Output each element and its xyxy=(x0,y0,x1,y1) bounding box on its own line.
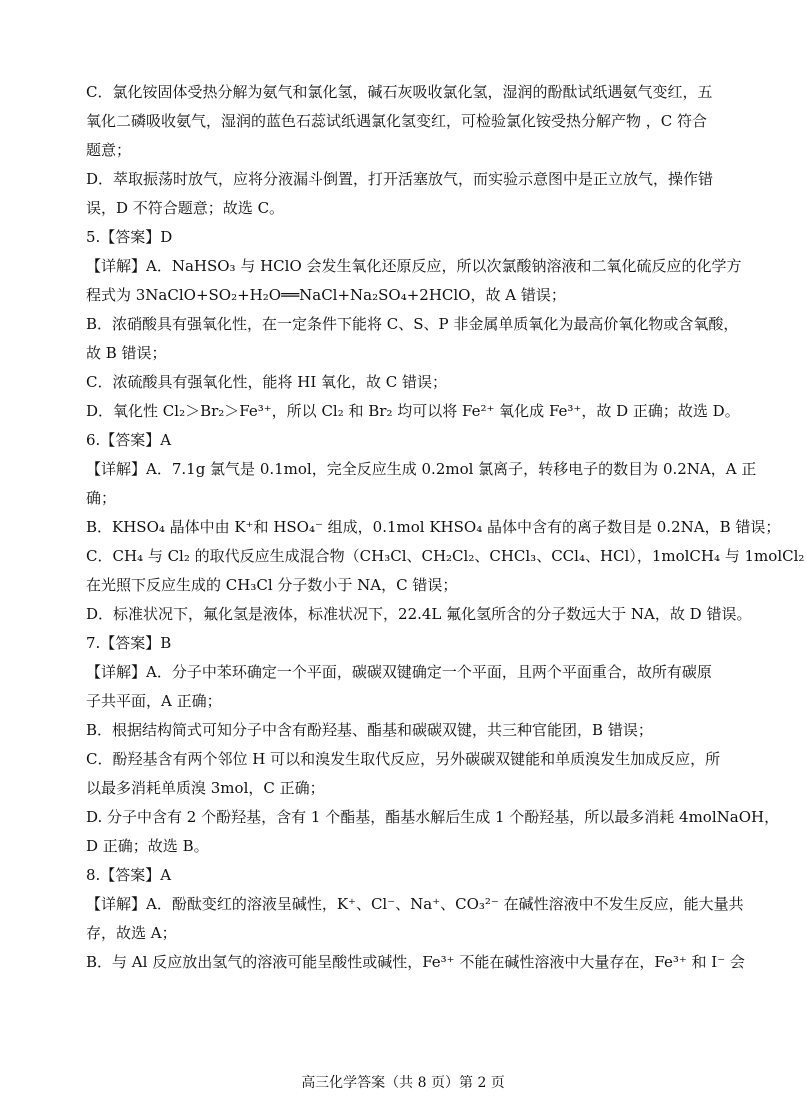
text-line: 存，故选 A； xyxy=(86,924,177,942)
text-line: 【详解】A．NaHSO₃ 与 HClO 会发生氧化还原反应，所以次氯酸钠溶液和二氧化硫反应的化学方 xyxy=(86,257,742,275)
text-line: 确； xyxy=(86,489,117,507)
text-line: 【详解】A．7.1g 氯气是 0.1mol，完全反应生成 0.2mol 氯离子，转移电子的数目为 0.2NA，A 正 xyxy=(86,460,757,478)
text-line: B．KHSO₄ 晶体中由 K⁺和 HSO₄⁻ 组成，0.1mol KHSO₄ 晶体中含有的离子数目是 0.2NA，B 错误； xyxy=(86,518,781,536)
text-line: C．氯化铵固体受热分解为氨气和氯化氢，碱石灰吸收氯化氢，湿润的酚酞试纸遇氨气变红，五 xyxy=(86,83,713,101)
text-line: 子共平面，A 正确； xyxy=(86,692,222,710)
text-line: C．酚羟基含有两个邻位 H 可以和溴发生取代反应，另外碳碳双键能和单质溴发生加成反应，所 xyxy=(86,750,721,768)
text-line: 6.【答案】A xyxy=(86,431,172,449)
text-line: B．与 Al 反应放出氢气的溶液可能呈酸性或碱性，Fe³⁺ 不能在碱性溶液中大量存在，Fe³⁺ 和 I⁻ 会 xyxy=(86,953,745,971)
text-line: C．CH₄ 与 Cl₂ 的取代反应生成混合物（CH₃Cl、CH₂Cl₂、CHCl₃、CCl₄、HCl），1molCH₄ 与 1molCl₂ xyxy=(86,547,805,565)
text-line: 故 B 错误； xyxy=(86,344,167,362)
answer-text xyxy=(86,82,805,981)
text-line: 【详解】A．分子中苯环确定一个平面，碳碳双键确定一个平面，且两个平面重合，故所有碳原 xyxy=(86,663,712,681)
text-line: 程式为 3NaClO+SO₂+H₂O══NaCl+Na₂SO₄+2HClO，故 A 错误； xyxy=(86,286,566,304)
text-line: C．浓硫酸具有强氧化性，能将 HI 氧化，故 C 错误； xyxy=(86,373,448,391)
text-line: 在光照下反应生成的 CH₃Cl 分子数小于 NA，C 错误； xyxy=(86,576,458,594)
text-line: 5.【答案】D xyxy=(86,228,173,246)
text-line: D．标准状况下，氟化氢是液体，标准状况下，22.4L 氟化氢所含的分子数远大于 NA，故 D 错误。 xyxy=(86,605,752,623)
text-line: B．浓硝酸具有强氧化性，在一定条件下能将 C、S、P 非金属单质氧化为最高价氧化物或含氧酸， xyxy=(86,315,739,333)
text-line: B．根据结构简式可知分子中含有酚羟基、酯基和碳碳双键，共三种官能团，B 错误； xyxy=(86,721,653,739)
text-line: 以最多消耗单质溴 3mol，C 正确； xyxy=(86,779,325,797)
text-line: 误，D 不符合题意；故选 C。 xyxy=(86,199,285,217)
text-line: D．氧化性 Cl₂＞Br₂＞Fe³⁺，所以 Cl₂ 和 Br₂ 均可以将 Fe²⁺ 氧化成 Fe³⁺，故 D 正确；故选 D。 xyxy=(86,402,740,420)
text-line: 7.【答案】B xyxy=(86,634,172,652)
text-line: D 正确；故选 B。 xyxy=(86,837,209,855)
text-line: 8.【答案】A xyxy=(86,866,172,884)
text-line: D．萃取振荡时放气，应将分液漏斗倒置，打开活塞放气，而实验示意图中是正立放气，操作错 xyxy=(86,170,714,188)
page-footer: 高三化学答案（共 8 页）第 2 页 xyxy=(301,1075,505,1091)
text-line: 题意； xyxy=(86,141,132,159)
text-line: D. 分子中含有 2 个酚羟基，含有 1 个酯基，酯基水解后生成 1 个酚羟基，所以最多消耗 4molNaOH， xyxy=(86,808,780,826)
text-line: 氧化二磷吸收氨气，湿润的蓝色石蕊试纸遇氯化氢变红，可检验氯化铵受热分解产物 ，C 符合 xyxy=(86,112,708,130)
text-line: 【详解】A．酚酞变红的溶液呈碱性，K⁺、Cl⁻、Na⁺、CO₃²⁻ 在碱性溶液中不发生反应，能大量共 xyxy=(86,895,744,913)
